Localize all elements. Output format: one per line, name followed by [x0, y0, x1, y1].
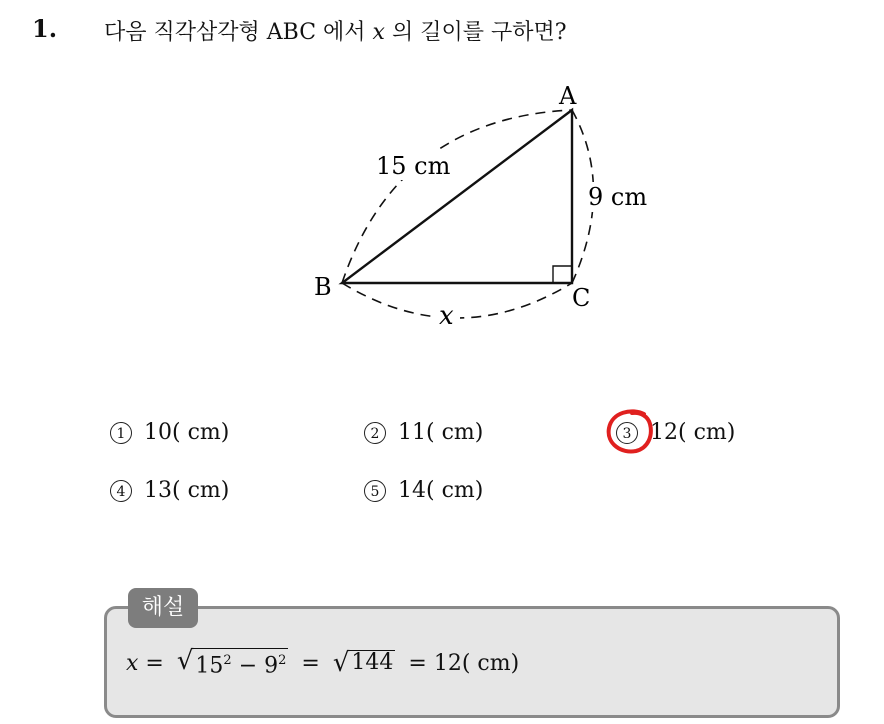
- question-text: [104, 15, 567, 46]
- triangle-abc: [342, 110, 572, 283]
- choice-4-number: 4: [110, 480, 132, 502]
- explanation-formula: [126, 648, 519, 678]
- question-number: 1.: [32, 14, 58, 43]
- base-variable-label: x: [439, 301, 454, 331]
- question-variable: x: [372, 20, 385, 45]
- formula-eq2: =: [294, 650, 327, 676]
- choice-5-number: 5: [364, 480, 386, 502]
- formula-sqrt-2: √ 144: [332, 648, 394, 679]
- choice-4-value: 13( cm): [144, 478, 230, 503]
- choice-5[interactable]: [364, 478, 483, 503]
- triangle-figure: [300, 78, 680, 338]
- choice-1-value: 10( cm): [144, 420, 230, 445]
- choice-3-value: 12( cm): [650, 420, 736, 445]
- choice-4[interactable]: [110, 478, 229, 503]
- choice-3-number: 3: [616, 422, 638, 444]
- formula-lhs: x: [126, 650, 139, 676]
- hypotenuse-length-label: 15 cm: [376, 152, 451, 180]
- question-text-before: 다음 직각삼각형 ABC 에서: [104, 20, 373, 45]
- choice-2-value: 11( cm): [398, 420, 484, 445]
- choice-5-value: 14( cm): [398, 478, 484, 503]
- choice-1-number: 1: [110, 422, 132, 444]
- question-text-after: 의 길이를 구하면?: [384, 20, 567, 45]
- vertical-side-length-label: 9 cm: [588, 183, 648, 211]
- vertex-c-label: C: [572, 284, 591, 312]
- formula-eq1: =: [138, 650, 171, 676]
- choice-2-number: 2: [364, 422, 386, 444]
- answer-circle-mark: [604, 406, 656, 458]
- explanation-label: 해설: [128, 588, 198, 628]
- formula-result: = 12( cm): [401, 650, 520, 676]
- choice-1[interactable]: [110, 420, 229, 445]
- vertex-b-label: B: [314, 273, 332, 301]
- right-angle-marker: [553, 266, 572, 283]
- formula-sqrt-1: √ $15^2 - 9^2$: [176, 646, 287, 679]
- vertex-a-label: A: [559, 82, 577, 110]
- choice-2[interactable]: [364, 420, 483, 445]
